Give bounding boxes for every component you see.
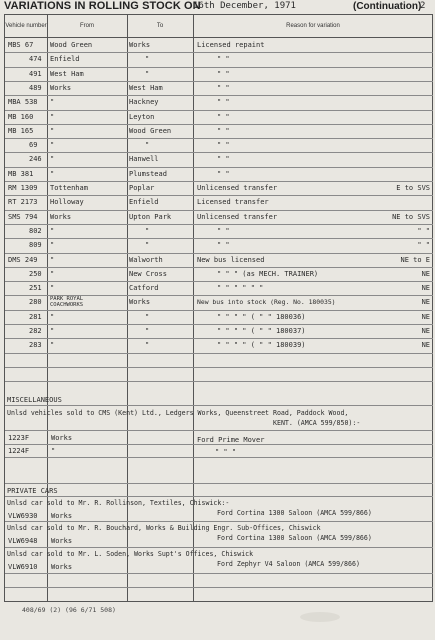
row-variation-code: " " bbox=[417, 226, 430, 235]
row-rule bbox=[5, 95, 433, 96]
misc-row-2-reason: " " " bbox=[215, 448, 237, 456]
row-variation-code: NE bbox=[421, 341, 430, 350]
row-vehicle-number: 69 bbox=[29, 141, 38, 150]
row-vehicle-number: 250 bbox=[29, 269, 42, 278]
row-from: " bbox=[50, 98, 55, 107]
col-divider bbox=[127, 15, 128, 602]
col-divider bbox=[47, 15, 48, 602]
row-to: Plumstead bbox=[129, 169, 167, 178]
row-variation-code: NE bbox=[421, 327, 430, 335]
row-vehicle-number: 281 bbox=[29, 312, 42, 321]
row-rule bbox=[5, 521, 433, 522]
paper-smudge bbox=[300, 612, 340, 622]
row-rule bbox=[5, 367, 433, 368]
row-rule bbox=[5, 405, 433, 406]
row-rule bbox=[5, 195, 433, 196]
row-from: " bbox=[50, 241, 55, 250]
row-rule bbox=[5, 483, 433, 484]
row-reason: " " bbox=[217, 241, 230, 250]
row-rule bbox=[5, 138, 433, 139]
row-to: Poplar bbox=[129, 184, 155, 192]
row-rule bbox=[5, 587, 433, 588]
row-to: Hackney bbox=[129, 98, 159, 107]
row-rule bbox=[5, 353, 433, 354]
row-rule bbox=[5, 573, 433, 574]
row-to: Upton Park bbox=[129, 212, 172, 221]
row-vehicle-number: SMS 794 bbox=[8, 212, 38, 221]
col-reason-header: Reason for variation bbox=[286, 22, 340, 29]
row-reason: " " bbox=[217, 55, 230, 64]
row-rule bbox=[5, 167, 433, 168]
row-reason: " " " " " " bbox=[217, 284, 264, 293]
row-vehicle-number: RM 1309 bbox=[8, 184, 38, 192]
row-vehicle-number: 283 bbox=[29, 341, 42, 350]
row-to: Walworth bbox=[129, 255, 163, 264]
row-rule bbox=[5, 238, 433, 239]
row-reason: " " bbox=[217, 83, 230, 92]
misc-row-2-vehicle: 1224F bbox=[8, 447, 30, 455]
row-to: Leyton bbox=[129, 112, 155, 121]
row-rule bbox=[5, 430, 433, 431]
row-reason: " " " " ( " " 180039) bbox=[217, 341, 306, 350]
col-from-header: From bbox=[80, 22, 94, 29]
row-vehicle-number: 280 bbox=[29, 298, 42, 307]
row-reason: " " bbox=[217, 141, 230, 150]
row-reason: " " " " ( " " 180036) bbox=[217, 312, 306, 321]
row-vehicle-number: 246 bbox=[29, 155, 42, 164]
row-vehicle-number: MB 381 bbox=[8, 169, 34, 178]
row-from: " bbox=[50, 255, 55, 264]
private-sale-c-vehicle-type: Ford Zephyr V4 Saloon (AMCA 599/866) bbox=[217, 560, 360, 568]
row-vehicle-number: MB 165 bbox=[8, 126, 34, 135]
row-rule bbox=[5, 110, 433, 111]
private-sale-a: Unlsd car sold to Mr. R. Rollinson, Textiles, Chiswick:- bbox=[7, 499, 230, 507]
row-to: Catford bbox=[129, 284, 159, 293]
misc-row-1-reason: Ford Prime Mover bbox=[197, 436, 265, 444]
row-rule bbox=[5, 267, 433, 268]
row-from: " bbox=[50, 226, 55, 235]
row-from: " bbox=[50, 126, 55, 135]
row-reason: " " bbox=[217, 98, 230, 107]
row-rule bbox=[5, 81, 433, 82]
row-from: " bbox=[50, 341, 55, 350]
row-variation-code: NE bbox=[421, 284, 430, 293]
row-variation-code: NE to SVS bbox=[392, 212, 430, 221]
row-reason: " " " (as MECH. TRAINER) bbox=[217, 269, 319, 278]
row-variation-code: NE bbox=[421, 298, 430, 307]
row-to: " bbox=[145, 312, 150, 321]
row-to: New Cross bbox=[129, 269, 167, 278]
row-variation-code: NE to E bbox=[400, 255, 430, 264]
row-rule bbox=[5, 338, 433, 339]
row-rule bbox=[5, 181, 433, 182]
row-variation-code: NE bbox=[421, 312, 430, 321]
private-sale-b-reg: VLW6948 bbox=[8, 537, 38, 545]
row-from: Holloway bbox=[50, 198, 84, 207]
misc-row-1-from: Works bbox=[51, 434, 73, 442]
row-rule bbox=[5, 152, 433, 153]
row-reason: Unlicensed transfer bbox=[197, 184, 278, 192]
row-reason: " " bbox=[217, 126, 230, 135]
row-rule bbox=[5, 281, 433, 282]
row-from: " bbox=[50, 141, 55, 150]
row-rule bbox=[5, 496, 433, 497]
private-sale-a-from: Works bbox=[51, 512, 73, 520]
row-vehicle-number: 489 bbox=[29, 83, 42, 92]
row-reason: Licensed repaint bbox=[197, 41, 265, 49]
row-to: " bbox=[145, 241, 150, 250]
row-to: " bbox=[145, 69, 150, 78]
row-to: " bbox=[145, 226, 150, 235]
row-variation-code: " " bbox=[417, 241, 430, 250]
row-rule bbox=[5, 52, 433, 53]
row-vehicle-number: 251 bbox=[29, 284, 42, 293]
row-from: " bbox=[50, 169, 55, 178]
row-to: " bbox=[145, 327, 150, 335]
row-rule bbox=[5, 444, 433, 445]
row-to: Works bbox=[129, 298, 151, 307]
row-vehicle-number: RT 2173 bbox=[8, 198, 38, 207]
private-sale-a-vehicle-type: Ford Cortina 1300 Saloon (AMCA 599/866) bbox=[217, 509, 372, 517]
document-title: VARIATIONS IN ROLLING STOCK ON bbox=[4, 0, 201, 12]
row-reason: Licensed transfer bbox=[197, 198, 269, 207]
row-from: " bbox=[50, 112, 55, 121]
rolling-stock-table bbox=[4, 14, 433, 602]
misc-line-2: KENT. (AMCA 599/850):- bbox=[273, 419, 361, 427]
private-sale-c-from: Works bbox=[51, 563, 73, 571]
row-vehicle-number: 809 bbox=[29, 241, 42, 250]
row-vehicle-number: MBA 538 bbox=[8, 98, 38, 107]
row-from: Wood Green bbox=[50, 41, 93, 49]
row-rule bbox=[5, 310, 433, 311]
row-variation-code: E to SVS bbox=[396, 184, 430, 192]
private-sale-b-vehicle-type: Ford Cortina 1300 Saloon (AMCA 599/866) bbox=[217, 534, 372, 542]
row-from: PARK ROYAL COACHWORKS bbox=[50, 296, 84, 309]
row-from: West Ham bbox=[50, 69, 84, 78]
row-from: " bbox=[50, 327, 55, 335]
row-vehicle-number: DMS 249 bbox=[8, 255, 38, 264]
row-from: Works bbox=[50, 212, 72, 221]
row-vehicle-number: MBS 67 bbox=[8, 41, 34, 49]
row-rule bbox=[5, 381, 433, 382]
misc-heading: MISCELLANEOUS bbox=[7, 396, 62, 404]
page-number: 2 bbox=[420, 1, 426, 11]
row-to: Works bbox=[129, 41, 151, 49]
row-reason: " " bbox=[217, 169, 230, 178]
row-rule bbox=[5, 324, 433, 325]
row-to: Enfield bbox=[129, 198, 159, 207]
row-from: Tottenham bbox=[50, 184, 88, 192]
row-to: Hanwell bbox=[129, 155, 159, 164]
private-sale-b-from: Works bbox=[51, 537, 73, 545]
row-rule bbox=[5, 210, 433, 211]
row-rule bbox=[5, 224, 433, 225]
row-vehicle-number: 282 bbox=[29, 327, 42, 335]
col-vehicle-header: Vehicle number bbox=[5, 22, 47, 29]
form-reference: 408/69 (2) (96 6/71 508) bbox=[22, 606, 116, 614]
row-from: Enfield bbox=[50, 55, 80, 64]
row-from: Works bbox=[50, 83, 72, 92]
private-sale-b: Unlsd car sold to Mr. R. Bouchard, Works & Building Engr. Sub-Offices, Chiswick bbox=[7, 524, 321, 532]
row-reason: Unlicensed transfer bbox=[197, 212, 278, 221]
row-reason: New bus licensed bbox=[197, 255, 265, 264]
row-reason: " " bbox=[217, 226, 230, 235]
misc-line-1: Unlsd vehicles sold to CMS (Kent) Ltd., Ledgers Works, Queenstreet Road, Paddock Wood, bbox=[7, 409, 349, 417]
col-to-header: To bbox=[156, 22, 164, 29]
private-heading: PRIVATE CARS bbox=[7, 487, 58, 495]
row-from: " bbox=[50, 269, 55, 278]
row-reason: " " bbox=[217, 112, 230, 121]
row-to: " bbox=[145, 55, 150, 64]
row-vehicle-number: 491 bbox=[29, 69, 42, 78]
row-rule bbox=[5, 124, 433, 125]
row-to: West Ham bbox=[129, 83, 163, 92]
row-vehicle-number: 474 bbox=[29, 55, 42, 64]
row-reason: New bus into stock (Reg. No. 180035) bbox=[197, 298, 336, 307]
table-header bbox=[5, 15, 432, 38]
row-reason: " " " " ( " " 180037) bbox=[217, 327, 306, 335]
misc-row-2-from: " bbox=[51, 447, 56, 455]
private-sale-a-reg: VLW6930 bbox=[8, 512, 38, 520]
row-from: " bbox=[50, 284, 55, 293]
private-sale-c-reg: VLW6910 bbox=[8, 563, 38, 571]
row-variation-code: NE bbox=[421, 269, 430, 278]
row-from: " bbox=[50, 155, 55, 164]
row-to: " bbox=[145, 141, 150, 150]
misc-row-1-vehicle: 1223F bbox=[8, 434, 30, 442]
document-date: 16th December, 1971 bbox=[193, 1, 296, 11]
row-to: " bbox=[145, 341, 150, 350]
private-sale-c: Unlsd car sold to Mr. L. Soden, Works Supt's Offices, Chiswick bbox=[7, 550, 254, 558]
row-reason: " " bbox=[217, 155, 230, 164]
row-vehicle-number: 802 bbox=[29, 226, 42, 235]
row-rule bbox=[5, 67, 433, 68]
row-rule bbox=[5, 457, 433, 458]
row-from: " bbox=[50, 312, 55, 321]
row-reason: " " bbox=[217, 69, 230, 78]
row-vehicle-number: MB 160 bbox=[8, 112, 34, 121]
row-rule bbox=[5, 547, 433, 548]
row-rule bbox=[5, 253, 433, 254]
row-to: Wood Green bbox=[129, 126, 172, 135]
col-divider bbox=[193, 15, 194, 602]
continuation-label: (Continuation) bbox=[353, 1, 422, 12]
